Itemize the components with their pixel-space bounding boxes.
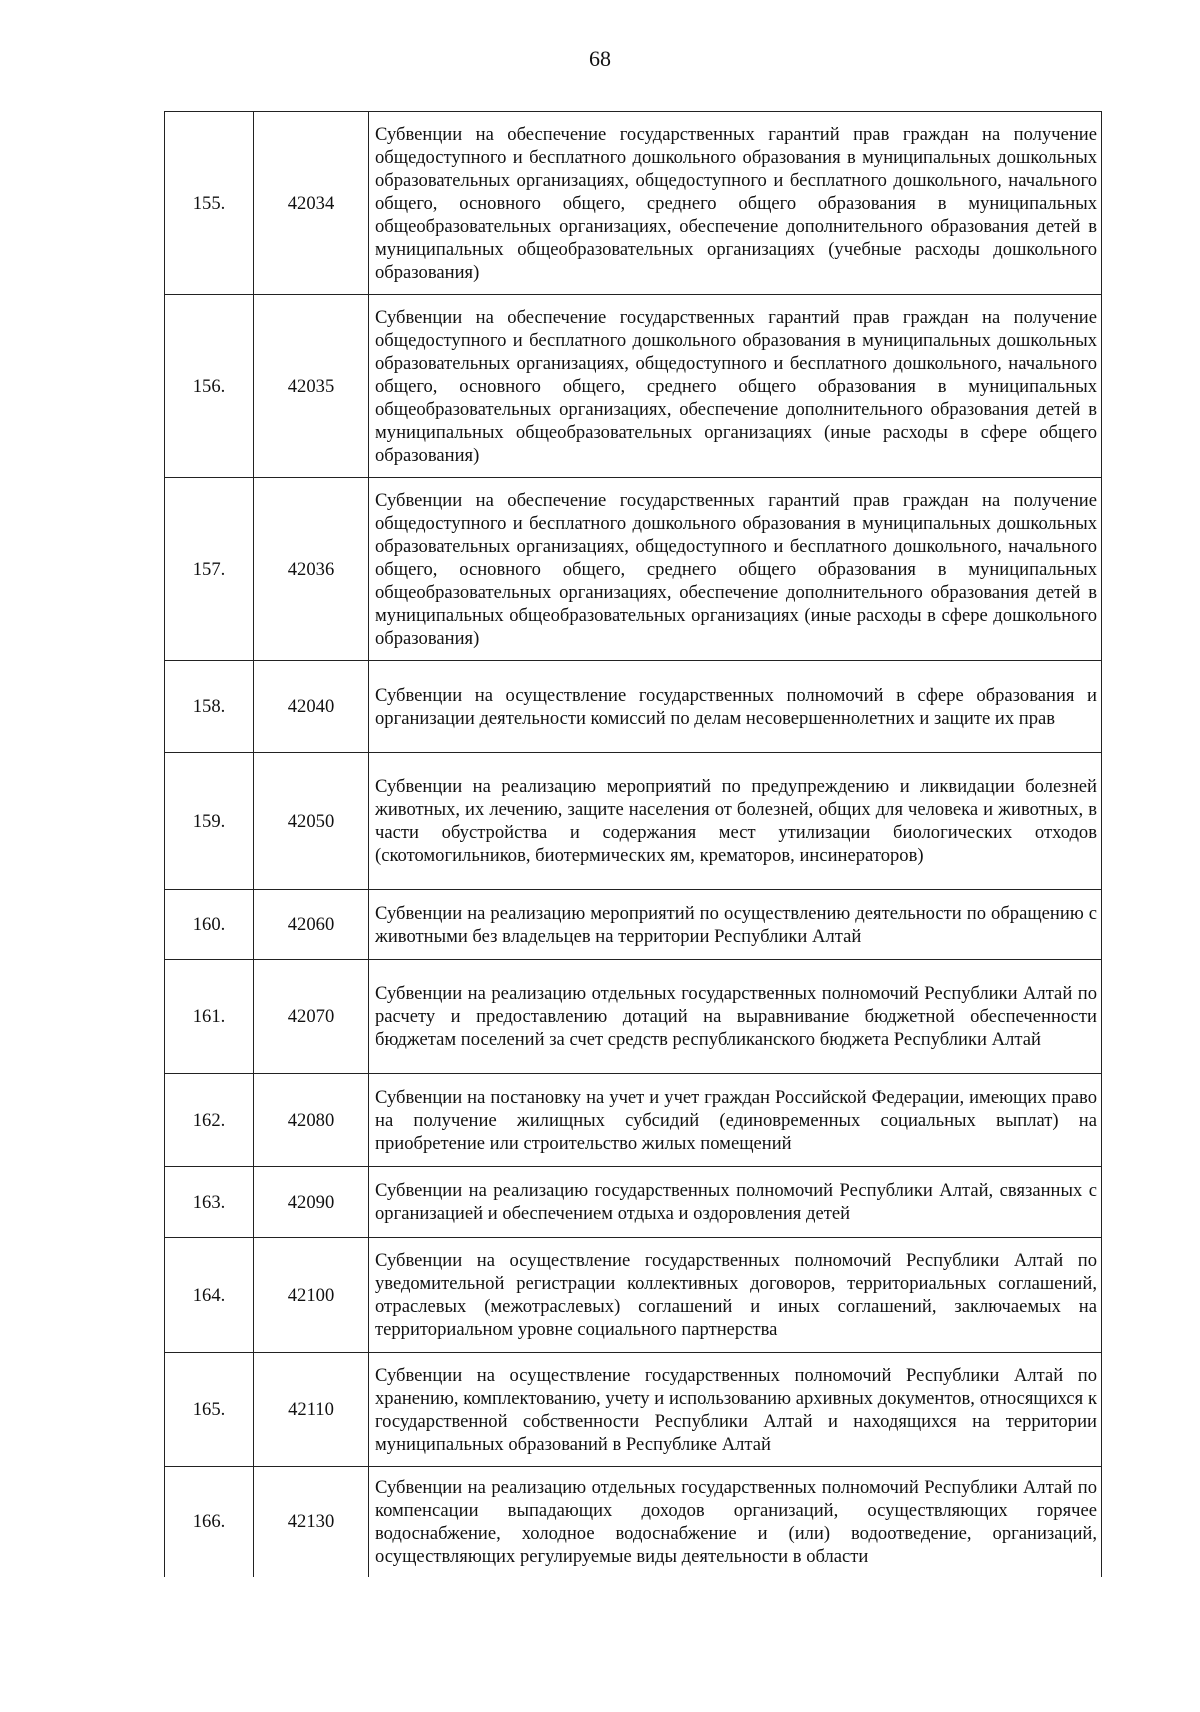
row-number: 157. <box>165 478 254 661</box>
row-number: 158. <box>165 661 254 753</box>
row-description: Субвенции на реализацию мероприятий по осуществлению деятельности по обращению с животными без владельцев на территории Республики Алтай <box>369 890 1102 960</box>
table-row <box>165 890 1102 960</box>
row-code: 42100 <box>254 1238 369 1353</box>
row-description: Субвенции на обеспечение государственных гарантий прав граждан на получение общедоступного и бесплатного дошкольного образования в муниципальных дошкольных образовательных организациях, общедоступного и бесплатного дошкольного, начального общего, основного общего, среднего общего образования в муниципальных общеобразовательных организациях, обеспечение дополнительного образования детей в муниципальных общеобразовательных организациях (учебные расходы дошкольного образования) <box>369 112 1102 295</box>
row-code: 42110 <box>254 1353 369 1467</box>
row-description: Субвенции на постановку на учет и учет граждан Российской Федерации, имеющих право на получение жилищных субсидий (единовременных социальных выплат) на приобретение или строительство жилых помещений <box>369 1074 1102 1167</box>
row-description: Субвенции на обеспечение государственных гарантий прав граждан на получение общедоступного и бесплатного дошкольного образования в муниципальных дошкольных образовательных организациях, общедоступного и бесплатного дошкольного, начального общего, основного общего, среднего общего образования в муниципальных общеобразовательных организациях, обеспечение дополнительного образования детей в муниципальных общеобразовательных организациях (иные расходы в сфере дошкольного образования) <box>369 478 1102 661</box>
row-description: Субвенции на осуществление государственных полномочий в сфере образования и организации деятельности комиссий по делам несовершеннолетних и защите их прав <box>369 661 1102 753</box>
row-code: 42050 <box>254 753 369 890</box>
row-number: 166. <box>165 1467 254 1577</box>
row-number: 163. <box>165 1167 254 1238</box>
row-code: 42070 <box>254 960 369 1074</box>
row-description: Субвенции на реализацию мероприятий по предупреждению и ликвидации болезней животных, их лечению, защите населения от болезней, общих для человека и животных, в части обустройства и содержания мест утилизации биологических отходов (скотомогильников, биотермических ям, крематоров, инсинераторов) <box>369 753 1102 890</box>
row-code: 42080 <box>254 1074 369 1167</box>
row-number: 159. <box>165 753 254 890</box>
table-row <box>165 661 1102 753</box>
row-description: Субвенции на обеспечение государственных гарантий прав граждан на получение общедоступного и бесплатного дошкольного образования в муниципальных дошкольных образовательных организациях, общедоступного и бесплатного дошкольного, начального общего, основного общего, среднего общего образования в муниципальных общеобразовательных организациях, обеспечение дополнительного образования детей в муниципальных общеобразовательных организациях (иные расходы в сфере общего образования) <box>369 295 1102 478</box>
row-number: 164. <box>165 1238 254 1353</box>
table-row <box>165 1353 1102 1467</box>
row-code: 42060 <box>254 890 369 960</box>
row-code: 42036 <box>254 478 369 661</box>
row-number: 160. <box>165 890 254 960</box>
row-number: 161. <box>165 960 254 1074</box>
row-description: Субвенции на осуществление государственных полномочий Республики Алтай по хранению, комплектованию, учету и использованию архивных документов, относящихся к государственной собственности Республики Алтай и находящихся на территории муниципальных образований в Республике Алтай <box>369 1353 1102 1467</box>
row-code: 42090 <box>254 1167 369 1238</box>
table-row <box>165 295 1102 478</box>
row-number: 155. <box>165 112 254 295</box>
page-number: 68 <box>589 46 611 71</box>
row-number: 156. <box>165 295 254 478</box>
row-description: Субвенции на реализацию отдельных государственных полномочий Республики Алтай по расчету и предоставлению дотаций на выравнивание бюджетной обеспеченности бюджетам поселений за счет средств республиканского бюджета Республики Алтай <box>369 960 1102 1074</box>
table-row <box>165 960 1102 1074</box>
row-description: Субвенции на реализацию государственных полномочий Республики Алтай, связанных с организацией и обеспечением отдыха и оздоровления детей <box>369 1167 1102 1238</box>
row-code: 42040 <box>254 661 369 753</box>
row-description: Субвенции на осуществление государственных полномочий Республики Алтай по уведомительной регистрации коллективных договоров, территориальных соглашений, отраслевых (межотраслевых) соглашений и иных соглашений, заключаемых на территориальном уровне социального партнерства <box>369 1238 1102 1353</box>
row-code: 42035 <box>254 295 369 478</box>
row-code: 42034 <box>254 112 369 295</box>
subventions-table <box>164 111 1102 1577</box>
row-code: 42130 <box>254 1467 369 1577</box>
row-description: Субвенции на реализацию отдельных государственных полномочий Республики Алтай по компенсации выпадающих доходов организаций, осуществляющих горячее водоснабжение, холодное водоснабжение и (или) водоотведение, организаций, осуществляющих регулируемые виды деятельности в области <box>369 1467 1102 1577</box>
table-row <box>165 1167 1102 1238</box>
table-row <box>165 753 1102 890</box>
table-row <box>165 1467 1102 1577</box>
table-row <box>165 478 1102 661</box>
table-row <box>165 1238 1102 1353</box>
row-number: 162. <box>165 1074 254 1167</box>
row-number: 165. <box>165 1353 254 1467</box>
table-row <box>165 1074 1102 1167</box>
table-row <box>165 112 1102 295</box>
